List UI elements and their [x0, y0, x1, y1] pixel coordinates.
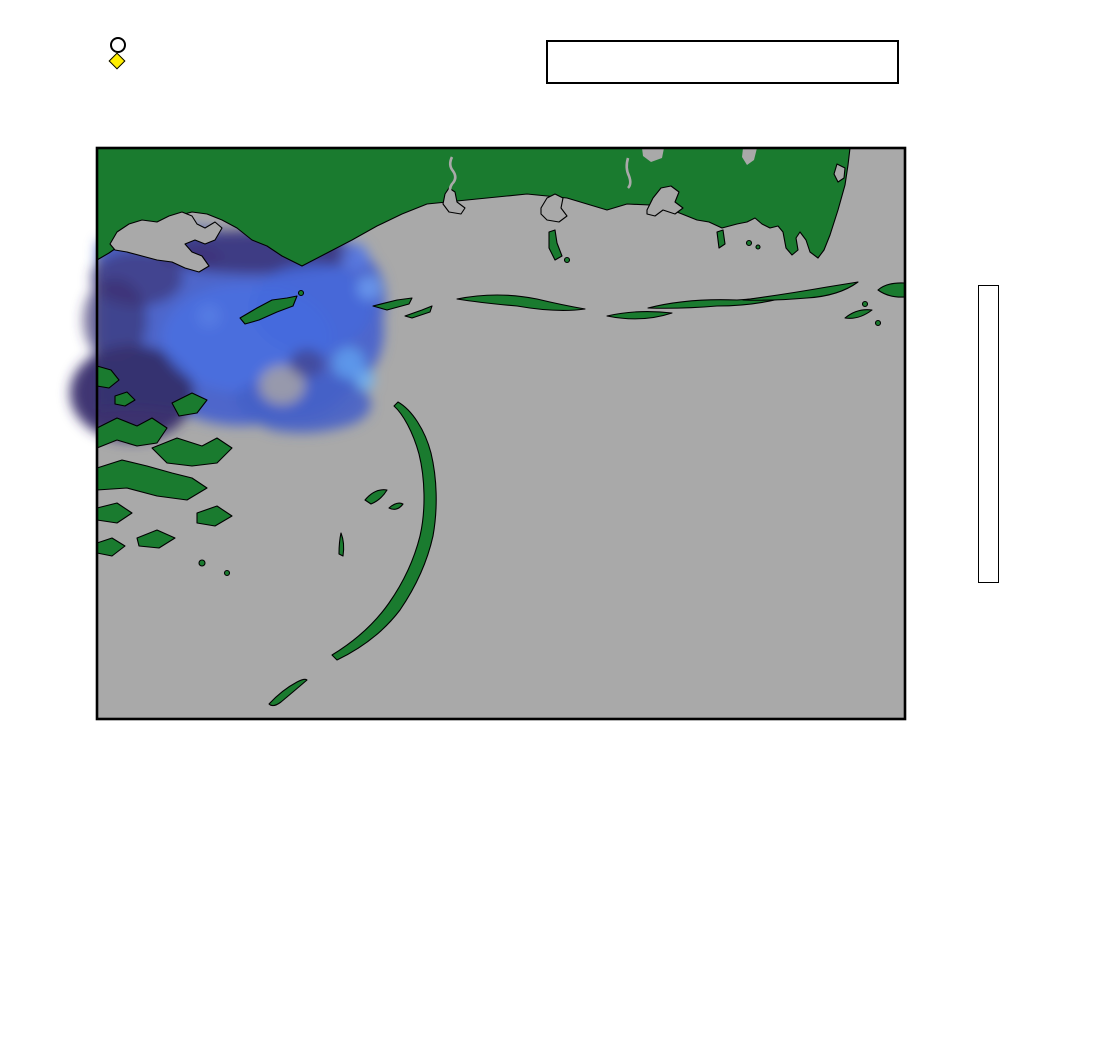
usm-instrumentation-icon [110, 37, 126, 53]
legend-item-ndbc [110, 53, 129, 69]
legend-item-usm [110, 37, 131, 53]
colorbar [978, 285, 999, 583]
vector-scale-box [546, 40, 899, 84]
ndbc-station-icon [109, 53, 126, 70]
map-panel [97, 148, 905, 719]
speed-field [70, 227, 385, 441]
